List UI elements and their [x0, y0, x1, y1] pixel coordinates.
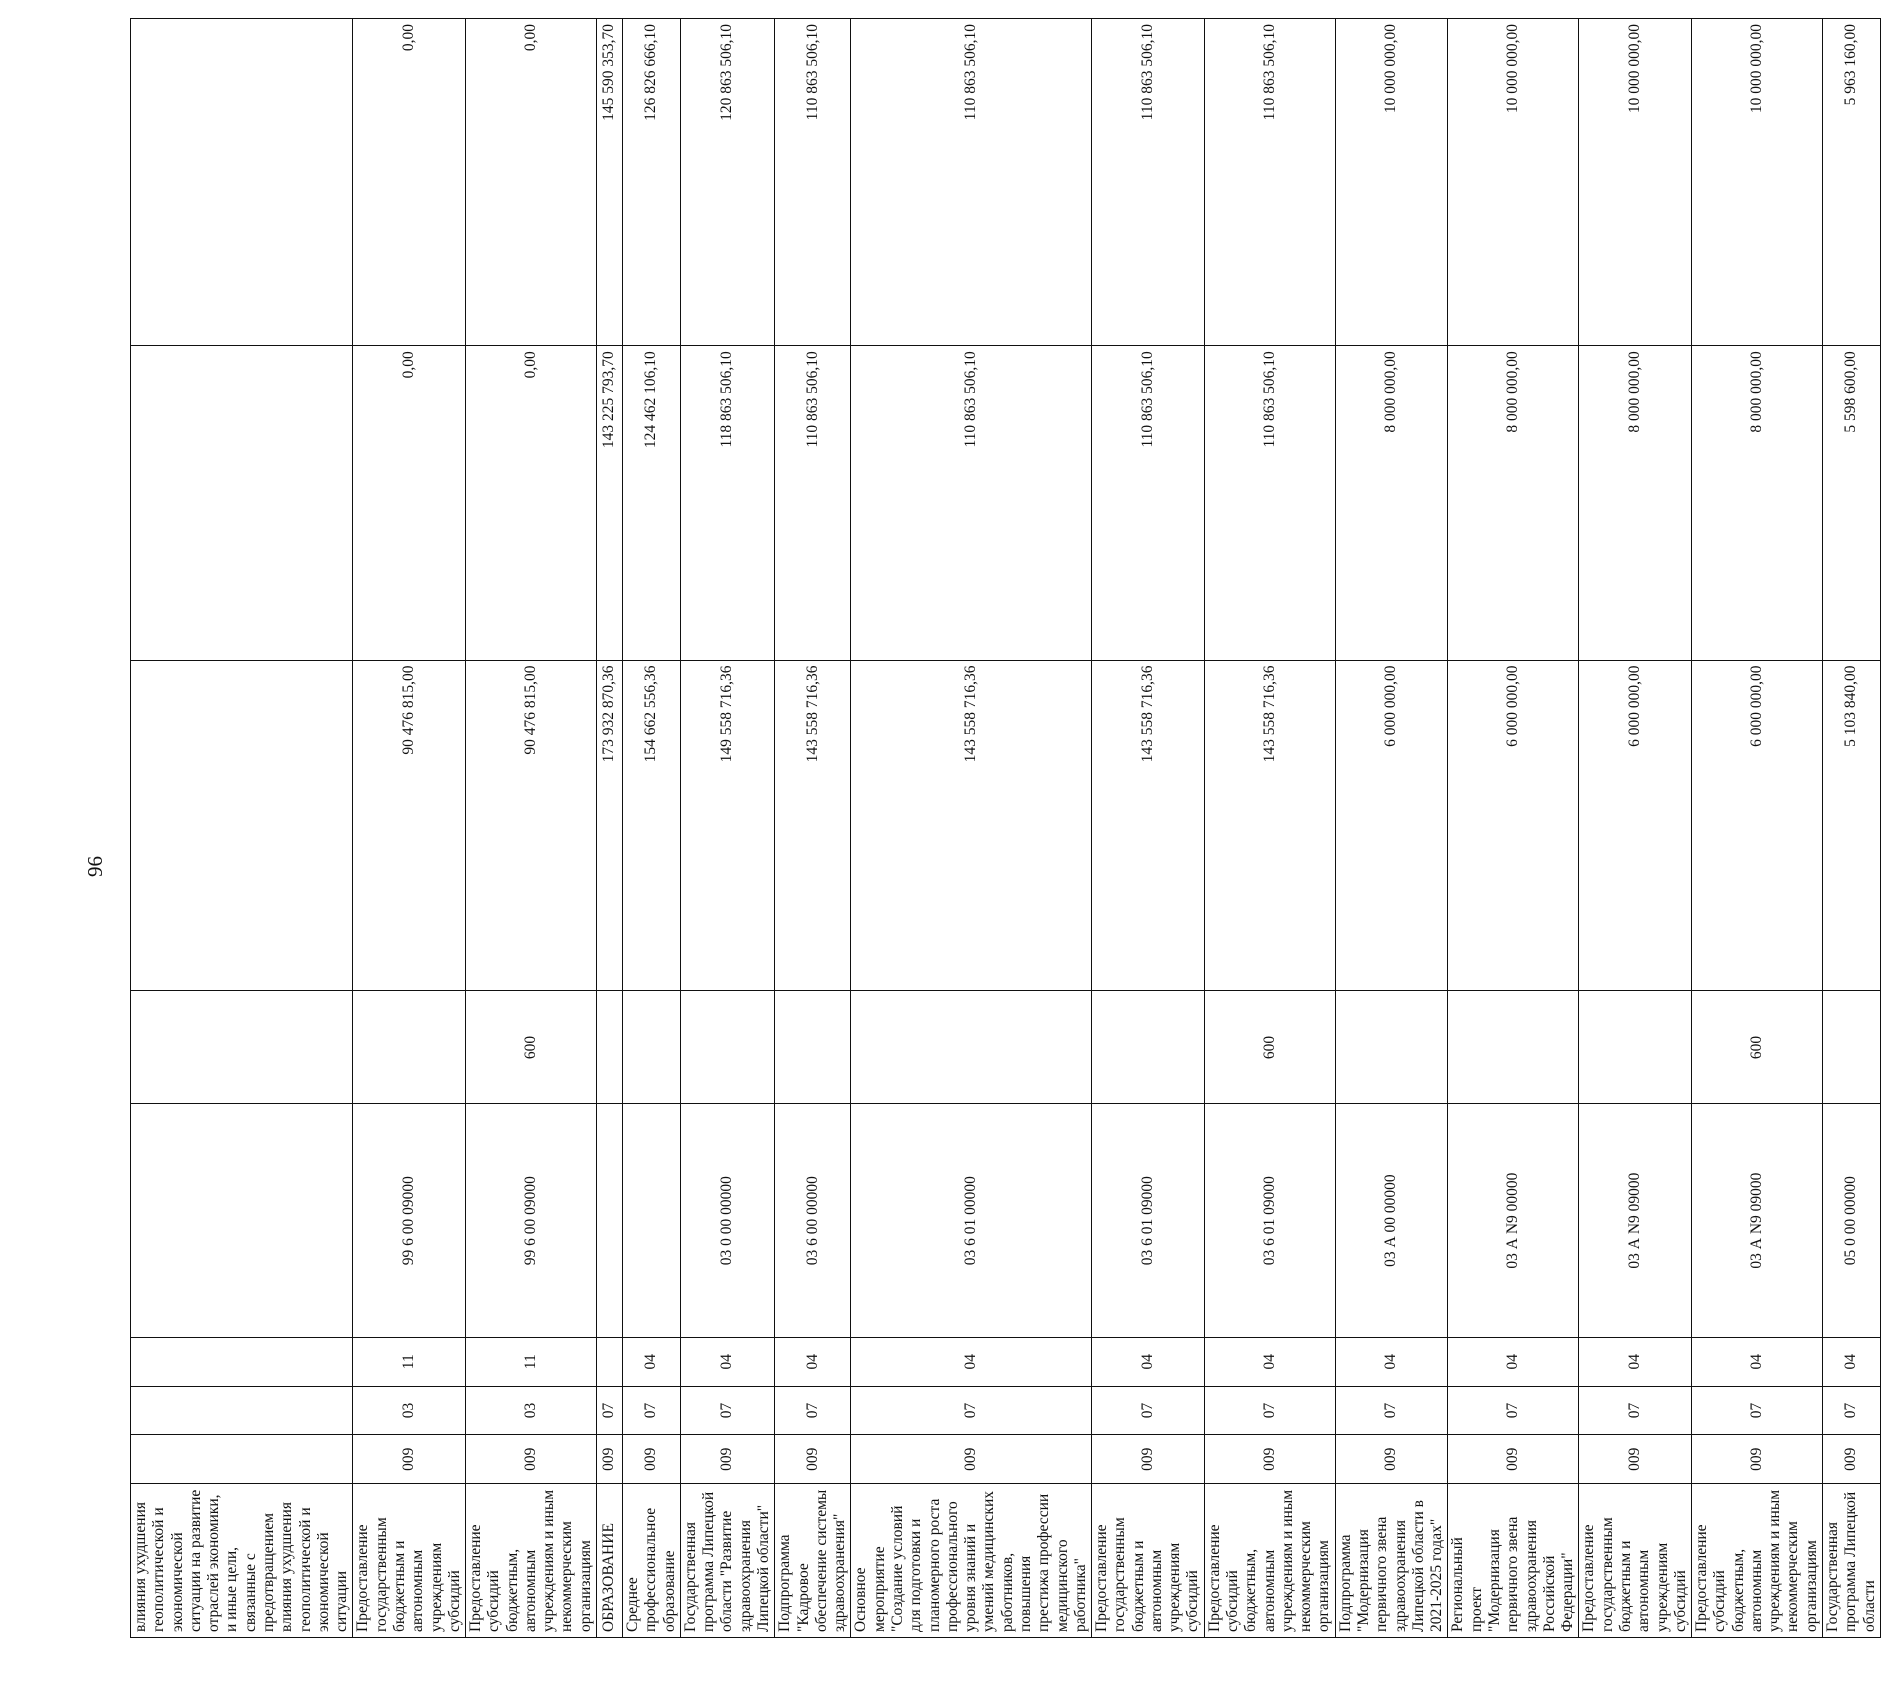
row-expense-type-cell — [353, 991, 466, 1104]
row-section-cell: 03 — [353, 1386, 466, 1435]
row-amount-year1-cell: 6 000 000,00 — [1335, 660, 1448, 991]
row-name-cell: Подпрограмма "Модернизация первичного звена здравоохранения Липецкой области в 2021-2025 годах" — [1335, 1484, 1448, 1638]
row-amount-year2-cell: 118 863 506,10 — [680, 346, 774, 660]
row-amount-year1-cell: 90 476 815,00 — [353, 660, 466, 991]
row-subsection-cell: 04 — [1092, 1337, 1205, 1386]
table-row — [1692, 19, 1823, 1638]
row-amount-year3-cell: 110 863 506,10 — [851, 19, 1092, 346]
row-section-cell: 07 — [1092, 1386, 1205, 1435]
row-subsection-cell: 04 — [775, 1337, 851, 1386]
row-grbs-cell: 009 — [1448, 1435, 1579, 1484]
row-target-article-cell — [131, 1104, 353, 1337]
row-subsection-cell: 04 — [851, 1337, 1092, 1386]
row-amount-year1-cell: 143 558 716,36 — [1092, 660, 1205, 991]
row-amount-year3-cell: 110 863 506,10 — [1204, 19, 1335, 346]
row-grbs-cell: 009 — [1335, 1435, 1448, 1484]
row-amount-year2-cell: 110 863 506,10 — [851, 346, 1092, 660]
row-amount-year3-cell: 0,00 — [466, 19, 597, 346]
row-section-cell: 07 — [1823, 1386, 1881, 1435]
row-grbs-cell — [131, 1435, 353, 1484]
row-subsection-cell — [597, 1337, 623, 1386]
row-grbs-cell: 009 — [1823, 1435, 1881, 1484]
row-amount-year3-cell: 5 963 160,00 — [1823, 19, 1881, 346]
row-section-cell: 07 — [597, 1386, 623, 1435]
row-amount-year2-cell: 8 000 000,00 — [1579, 346, 1692, 660]
row-amount-year3-cell — [131, 19, 353, 346]
row-amount-year3-cell: 110 863 506,10 — [775, 19, 851, 346]
row-grbs-cell: 009 — [1092, 1435, 1205, 1484]
row-amount-year3-cell: 10 000 000,00 — [1448, 19, 1579, 346]
table-row — [466, 19, 597, 1638]
row-amount-year3-cell: 10 000 000,00 — [1335, 19, 1448, 346]
row-grbs-cell: 009 — [353, 1435, 466, 1484]
row-section-cell: 07 — [1335, 1386, 1448, 1435]
row-expense-type-cell — [131, 991, 353, 1104]
table-row — [1448, 19, 1579, 1638]
page-number: 96 — [83, 856, 107, 877]
row-amount-year2-cell: 0,00 — [353, 346, 466, 660]
row-section-cell: 07 — [1204, 1386, 1335, 1435]
row-expense-type-cell — [623, 991, 681, 1104]
row-amount-year2-cell: 110 863 506,10 — [1204, 346, 1335, 660]
row-subsection-cell: 04 — [1579, 1337, 1692, 1386]
row-subsection-cell: 04 — [1692, 1337, 1823, 1386]
row-target-article-cell: 03 А N9 09000 — [1692, 1104, 1823, 1337]
row-expense-type-cell — [597, 991, 623, 1104]
row-name-cell: Предоставление государственным бюджетным и автономным учреждениям субсидий — [353, 1484, 466, 1638]
row-amount-year3-cell: 126 826 666,10 — [623, 19, 681, 346]
row-expense-type-cell — [1448, 991, 1579, 1104]
row-amount-year1-cell: 6 000 000,00 — [1448, 660, 1579, 991]
row-name-cell: Предоставление государственным бюджетным и автономным учреждениям субсидий — [1579, 1484, 1692, 1638]
row-name-cell: Среднее профессиональное образование — [623, 1484, 681, 1638]
row-target-article-cell: 03 6 01 09000 — [1092, 1104, 1205, 1337]
row-name-cell: Предоставление субсидий бюджетным, автономным учреждениям и иным некоммерческим организациям — [466, 1484, 597, 1638]
table-row — [597, 19, 623, 1638]
row-amount-year1-cell: 143 558 716,36 — [1204, 660, 1335, 991]
row-amount-year2-cell: 8 000 000,00 — [1692, 346, 1823, 660]
row-expense-type-cell — [1579, 991, 1692, 1104]
row-expense-type-cell — [851, 991, 1092, 1104]
row-grbs-cell: 009 — [851, 1435, 1092, 1484]
row-section-cell: 07 — [1579, 1386, 1692, 1435]
row-grbs-cell: 009 — [1579, 1435, 1692, 1484]
rotated-table-wrapper — [130, 18, 1878, 1638]
table-row — [775, 19, 851, 1638]
row-subsection-cell: 04 — [1204, 1337, 1335, 1386]
row-target-article-cell — [623, 1104, 681, 1337]
row-amount-year1-cell: 5 103 840,00 — [1823, 660, 1881, 991]
row-subsection-cell: 04 — [1335, 1337, 1448, 1386]
row-target-article-cell: 03 А N9 09000 — [1579, 1104, 1692, 1337]
row-name-cell: ОБРАЗОВАНИЕ — [597, 1484, 623, 1638]
table-row — [1092, 19, 1205, 1638]
row-subsection-cell: 04 — [1448, 1337, 1579, 1386]
row-expense-type-cell — [1335, 991, 1448, 1104]
row-expense-type-cell — [1823, 991, 1881, 1104]
table-row — [851, 19, 1092, 1638]
row-grbs-cell: 009 — [623, 1435, 681, 1484]
row-amount-year2-cell: 110 863 506,10 — [775, 346, 851, 660]
row-amount-year1-cell: 6 000 000,00 — [1692, 660, 1823, 991]
row-expense-type-cell: 600 — [1204, 991, 1335, 1104]
row-section-cell — [131, 1386, 353, 1435]
table-row — [680, 19, 774, 1638]
row-grbs-cell: 009 — [597, 1435, 623, 1484]
row-amount-year2-cell: 0,00 — [466, 346, 597, 660]
table-row — [1823, 19, 1881, 1638]
budget-table — [130, 18, 1881, 1638]
row-grbs-cell: 009 — [680, 1435, 774, 1484]
row-expense-type-cell — [680, 991, 774, 1104]
row-name-cell: Основное мероприятие "Создание условий для подготовки и планомерного роста профессионального уровня знаний и умений медицинских работников, повышения престижа профессии медицинского работника" — [851, 1484, 1092, 1638]
row-grbs-cell: 009 — [1204, 1435, 1335, 1484]
row-subsection-cell: 11 — [466, 1337, 597, 1386]
row-grbs-cell: 009 — [1692, 1435, 1823, 1484]
row-subsection-cell: 04 — [1823, 1337, 1881, 1386]
row-amount-year1-cell: 154 662 556,36 — [623, 660, 681, 991]
row-amount-year1-cell: 173 932 870,36 — [597, 660, 623, 991]
row-amount-year1-cell — [131, 660, 353, 991]
row-amount-year3-cell: 0,00 — [353, 19, 466, 346]
table-row — [1579, 19, 1692, 1638]
row-amount-year3-cell: 10 000 000,00 — [1692, 19, 1823, 346]
row-amount-year3-cell: 10 000 000,00 — [1579, 19, 1692, 346]
row-section-cell: 07 — [775, 1386, 851, 1435]
row-section-cell: 07 — [680, 1386, 774, 1435]
row-expense-type-cell — [775, 991, 851, 1104]
table-row — [353, 19, 466, 1638]
row-target-article-cell: 03 6 01 00000 — [851, 1104, 1092, 1337]
row-amount-year2-cell: 143 225 793,70 — [597, 346, 623, 660]
row-grbs-cell: 009 — [466, 1435, 597, 1484]
row-target-article-cell: 03 А 00 00000 — [1335, 1104, 1448, 1337]
row-subsection-cell: 04 — [623, 1337, 681, 1386]
row-name-cell: влияния ухудшения геополитической и экономической ситуации на развитие отраслей экономики, и иные цели, связанные с предотвращением влияния ухудшения геополитической и экономической ситуации — [131, 1484, 353, 1638]
row-amount-year2-cell — [131, 346, 353, 660]
row-target-article-cell: 03 0 00 00000 — [680, 1104, 774, 1337]
table-row — [1204, 19, 1335, 1638]
table-row — [623, 19, 681, 1638]
row-amount-year1-cell: 143 558 716,36 — [775, 660, 851, 991]
row-amount-year2-cell: 5 598 600,00 — [1823, 346, 1881, 660]
row-name-cell: Региональный проект "Модернизация первичного звена здравоохранения Российской Федерации" — [1448, 1484, 1579, 1638]
row-target-article-cell: 03 А N9 00000 — [1448, 1104, 1579, 1337]
row-amount-year2-cell: 110 863 506,10 — [1092, 346, 1205, 660]
row-name-cell: Предоставление субсидий бюджетным, автономным учреждениям и иным некоммерческим организациям — [1692, 1484, 1823, 1638]
row-name-cell: Государственная программа Липецкой области — [1823, 1484, 1881, 1638]
row-amount-year1-cell: 90 476 815,00 — [466, 660, 597, 991]
row-section-cell: 07 — [623, 1386, 681, 1435]
row-amount-year1-cell: 149 558 716,36 — [680, 660, 774, 991]
row-amount-year3-cell: 145 590 353,70 — [597, 19, 623, 346]
row-expense-type-cell: 600 — [1692, 991, 1823, 1104]
table-row — [1335, 19, 1448, 1638]
row-amount-year3-cell: 120 863 506,10 — [680, 19, 774, 346]
row-target-article-cell: 03 6 00 00000 — [775, 1104, 851, 1337]
row-amount-year2-cell: 124 462 106,10 — [623, 346, 681, 660]
row-target-article-cell — [597, 1104, 623, 1337]
table-body — [131, 19, 1881, 1638]
row-grbs-cell: 009 — [775, 1435, 851, 1484]
row-amount-year1-cell: 143 558 716,36 — [851, 660, 1092, 991]
row-name-cell: Предоставление субсидий бюджетным, автономным учреждениям и иным некоммерческим организациям — [1204, 1484, 1335, 1638]
row-expense-type-cell: 600 — [466, 991, 597, 1104]
row-amount-year3-cell: 110 863 506,10 — [1092, 19, 1205, 346]
row-name-cell: Государственная программа Липецкой области "Развитие здравоохранения Липецкой области" — [680, 1484, 774, 1638]
row-subsection-cell: 04 — [680, 1337, 774, 1386]
row-target-article-cell: 99 6 00 09000 — [353, 1104, 466, 1337]
row-name-cell: Подпрограмма "Кадровое обеспечение системы здравоохранения" — [775, 1484, 851, 1638]
row-section-cell: 07 — [1448, 1386, 1579, 1435]
row-target-article-cell: 05 0 00 00000 — [1823, 1104, 1881, 1337]
row-target-article-cell: 99 6 00 09000 — [466, 1104, 597, 1337]
row-section-cell: 07 — [1692, 1386, 1823, 1435]
row-name-cell: Предоставление государственным бюджетным и автономным учреждениям субсидий — [1092, 1484, 1205, 1638]
row-section-cell: 03 — [466, 1386, 597, 1435]
table-row — [131, 19, 353, 1638]
row-amount-year2-cell: 8 000 000,00 — [1448, 346, 1579, 660]
row-subsection-cell — [131, 1337, 353, 1386]
row-amount-year2-cell: 8 000 000,00 — [1335, 346, 1448, 660]
row-amount-year1-cell: 6 000 000,00 — [1579, 660, 1692, 991]
row-section-cell: 07 — [851, 1386, 1092, 1435]
row-target-article-cell: 03 6 01 09000 — [1204, 1104, 1335, 1337]
row-subsection-cell: 11 — [353, 1337, 466, 1386]
row-expense-type-cell — [1092, 991, 1205, 1104]
